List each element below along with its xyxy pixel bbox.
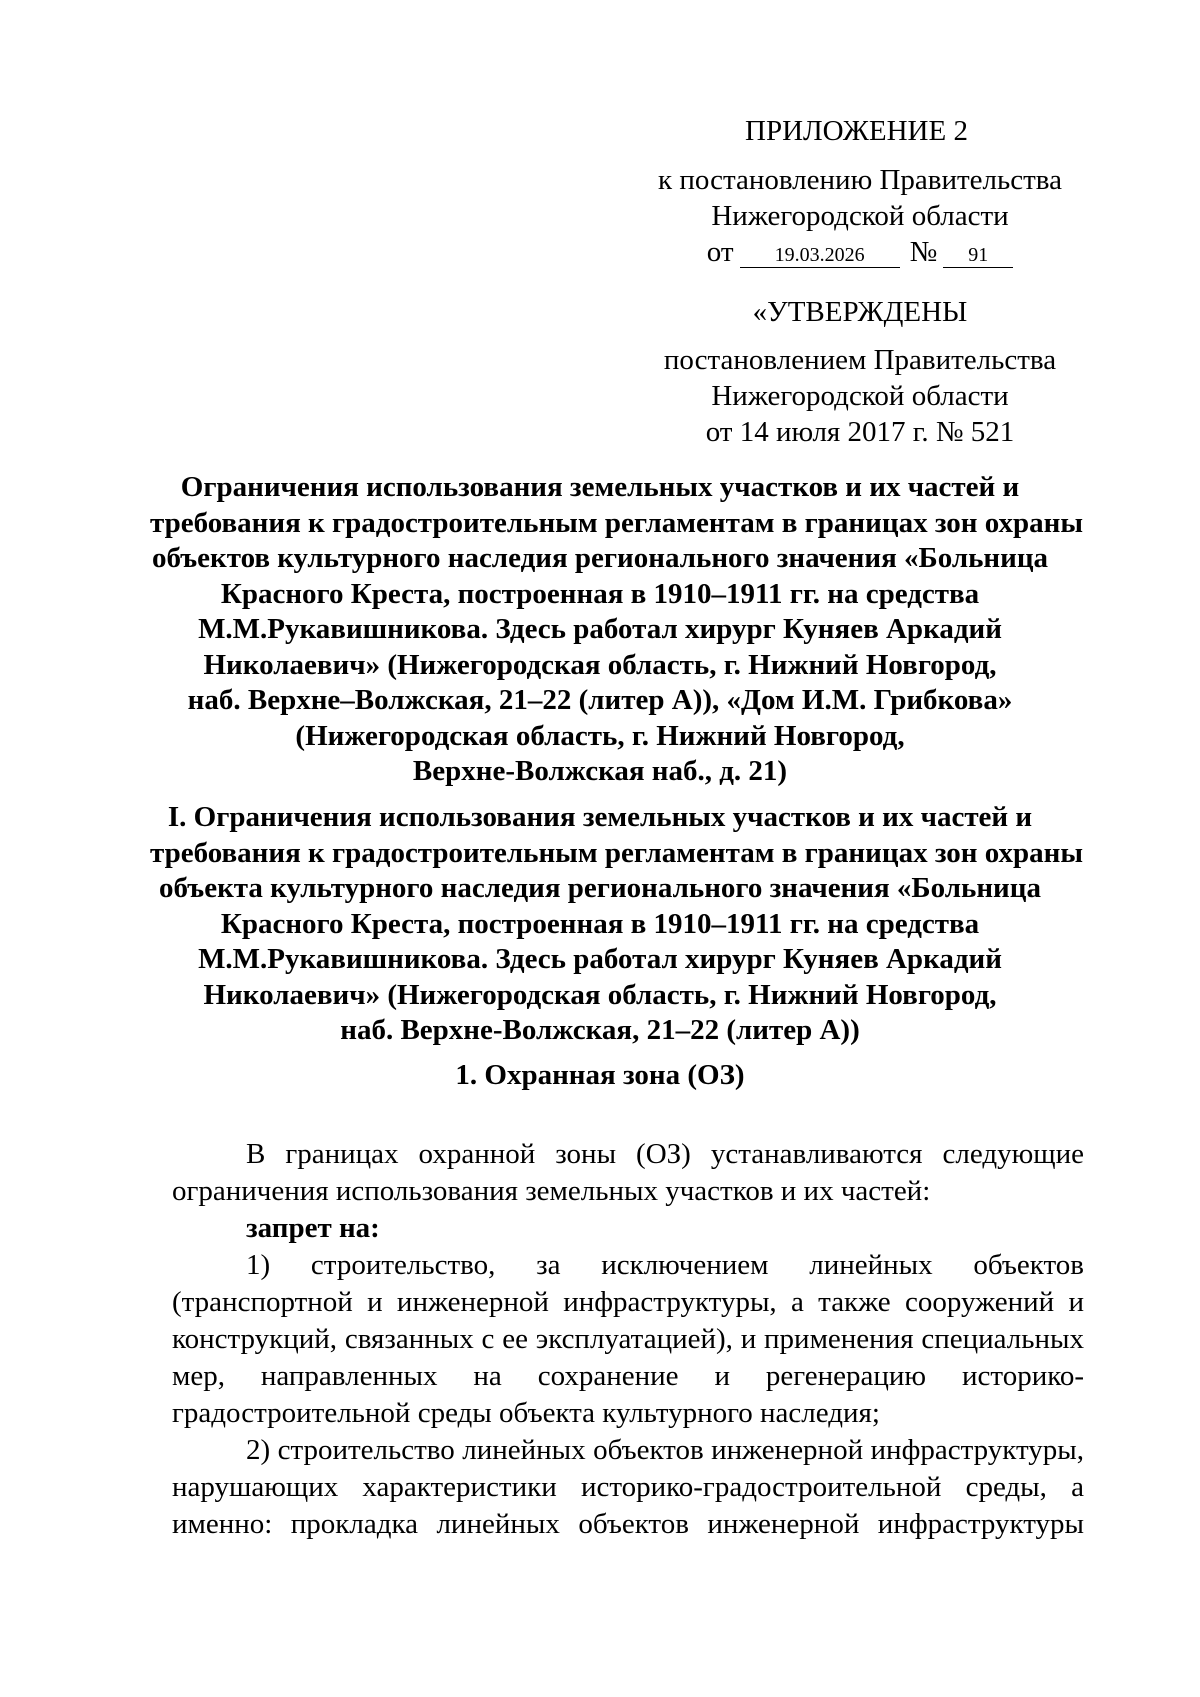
title-line: Ограничения использования земельных участков и их частей и	[180, 471, 1020, 503]
subsection-heading: 1. Охранная зона (ОЗ)	[455, 1059, 745, 1091]
approved-by-line-2: Нижегородской области	[711, 380, 1009, 412]
approved-by-block	[640, 342, 1080, 450]
section-heading-line: Красного Креста, построенная в 1910–1911 гг. на средства	[220, 907, 980, 940]
annex-to-line-2: Нижегородской области	[711, 200, 1009, 232]
section-heading-line: наб. Верхне-Волжская, 21–22 (литер А))	[340, 1014, 860, 1046]
title-line: (Нижегородская область, г. Нижний Новгород,	[295, 719, 905, 752]
title-line: Красного Креста, построенная в 1910–1911 гг. на средства	[220, 577, 980, 610]
section-heading-line: объекта культурного наследия регионального значения «Больница	[159, 872, 1041, 904]
list-item-1: 1) строительство, за исключением линейных объектов (транспортной и инженерной инфраструктуры, а также сооружений и конструкций, связанных с ее эксплуатацией), и применения специальных мер, направленных на сохранение и регенерацию историко-градостроительной среды объекта культурного наследия;	[172, 1249, 1084, 1429]
annex-to-line-1: к постановлению Правительства	[658, 164, 1062, 196]
section-heading-line: Николаевич» (Нижегородская область, г. Нижний Новгород,	[203, 978, 997, 1011]
title-line: объектов культурного наследия регионального значения «Больница	[151, 542, 1049, 574]
title-line: Верхне-Волжская наб., д. 21)	[412, 755, 788, 787]
title-line: наб. Верхне–Волжская, 21–22 (литер А)), «Дом И.М. Грибкова»	[187, 684, 1013, 716]
section-heading-line: требования к градостроительным регламентам в границах зон охраны	[150, 836, 1084, 869]
list-item-2: 2) строительство линейных объектов инженерной инфраструктуры, нарушающих характеристики историко-градостроительной среды, а именно: прокладка линейных объектов инженерной инфраструктуры	[172, 1434, 1084, 1540]
annex-title: ПРИЛОЖЕНИЕ 2	[745, 115, 968, 147]
ban-label: запрет на:	[246, 1212, 380, 1244]
date-prefix: от	[706, 236, 734, 268]
section-heading-line: М.М.Рукавишникова. Здесь работал хирург Куняев Аркадий	[198, 943, 1002, 975]
document-title	[150, 470, 1084, 790]
resolution-number: 91	[943, 243, 1013, 268]
intro-paragraph: В границах охранной зоны (ОЗ) устанавливаются следующие ограничения использования земельных участков и их частей:	[172, 1138, 1084, 1207]
number-sign: №	[909, 236, 938, 268]
title-line: Николаевич» (Нижегородская область, г. Нижний Новгород,	[203, 648, 997, 681]
body-text	[172, 1136, 1084, 1543]
section-heading	[150, 800, 1084, 1049]
resolution-date: 19.03.2026	[740, 243, 900, 268]
title-line: требования к градостроительным регламентам в границах зон охраны	[150, 506, 1084, 539]
annex-reference	[640, 162, 1080, 270]
approved-by-line-3: от 14 июля 2017 г. № 521	[705, 416, 1015, 448]
approved-by-line-1: постановлением Правительства	[663, 344, 1057, 376]
annex-date-number-line	[640, 234, 1080, 270]
title-line: М.М.Рукавишникова. Здесь работал хирург Куняев Аркадий	[198, 613, 1002, 645]
approved-label: «УТВЕРЖДЕНЫ	[752, 296, 968, 328]
section-heading-line: I. Ограничения использования земельных участков и их частей и	[167, 801, 1033, 833]
